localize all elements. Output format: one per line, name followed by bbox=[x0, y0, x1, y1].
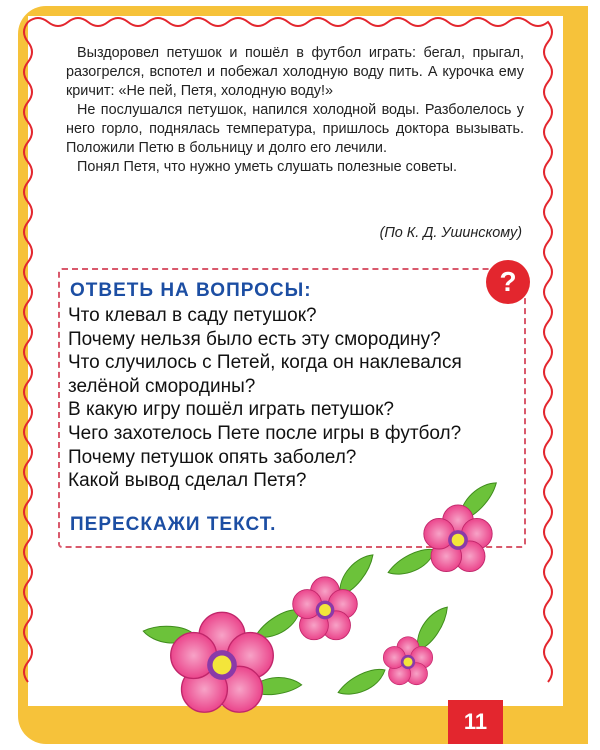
story-source: (По К. Д. Ушинскому) bbox=[379, 225, 522, 241]
story-paragraph: Выздоровел петушок и пошёл в футбол играть: бегал, прыгал, разогрелся, вспотел и побежал холодную воду пить. А курочка ему кричит: «Не пей, Петя, холодную воду!» bbox=[66, 45, 524, 99]
retell-task: ПЕРЕСКАЖИ ТЕКСТ. bbox=[70, 514, 277, 535]
flower-icon bbox=[424, 505, 492, 572]
questions-heading: ОТВЕТЬ НА ВОПРОСЫ: bbox=[70, 280, 312, 301]
question-item: В какую игру пошёл играть петушок? bbox=[68, 399, 394, 421]
story-paragraph: Понял Петя, что нужно уметь слушать полезные советы. bbox=[77, 159, 457, 175]
question-item: Что случилось с Петей, когда он наклевался зелёной смородины? bbox=[68, 352, 462, 397]
leaf-icon bbox=[385, 548, 438, 576]
flower-icon bbox=[171, 612, 274, 712]
question-icon: ? bbox=[486, 260, 530, 304]
question-item: Чего захотелось Пете после игры в футбол? bbox=[68, 422, 462, 444]
question-item: Почему нельзя было есть эту смородину? bbox=[68, 328, 441, 350]
leaf-icon bbox=[335, 668, 388, 696]
question-item: Почему петушок опять заболел? bbox=[68, 446, 357, 468]
story-paragraph: Не послушался петушок, напился холодной воды. Разболелось у него горло, поднялась температура, пришлось доктора вызывать. Положили Петю в больницу и долго его лечили. bbox=[66, 102, 524, 156]
page-number: 11 bbox=[448, 700, 503, 744]
question-item: Что клевал в саду петушок? bbox=[68, 305, 317, 326]
question-item: Какой вывод сделал Петя? bbox=[68, 470, 307, 492]
